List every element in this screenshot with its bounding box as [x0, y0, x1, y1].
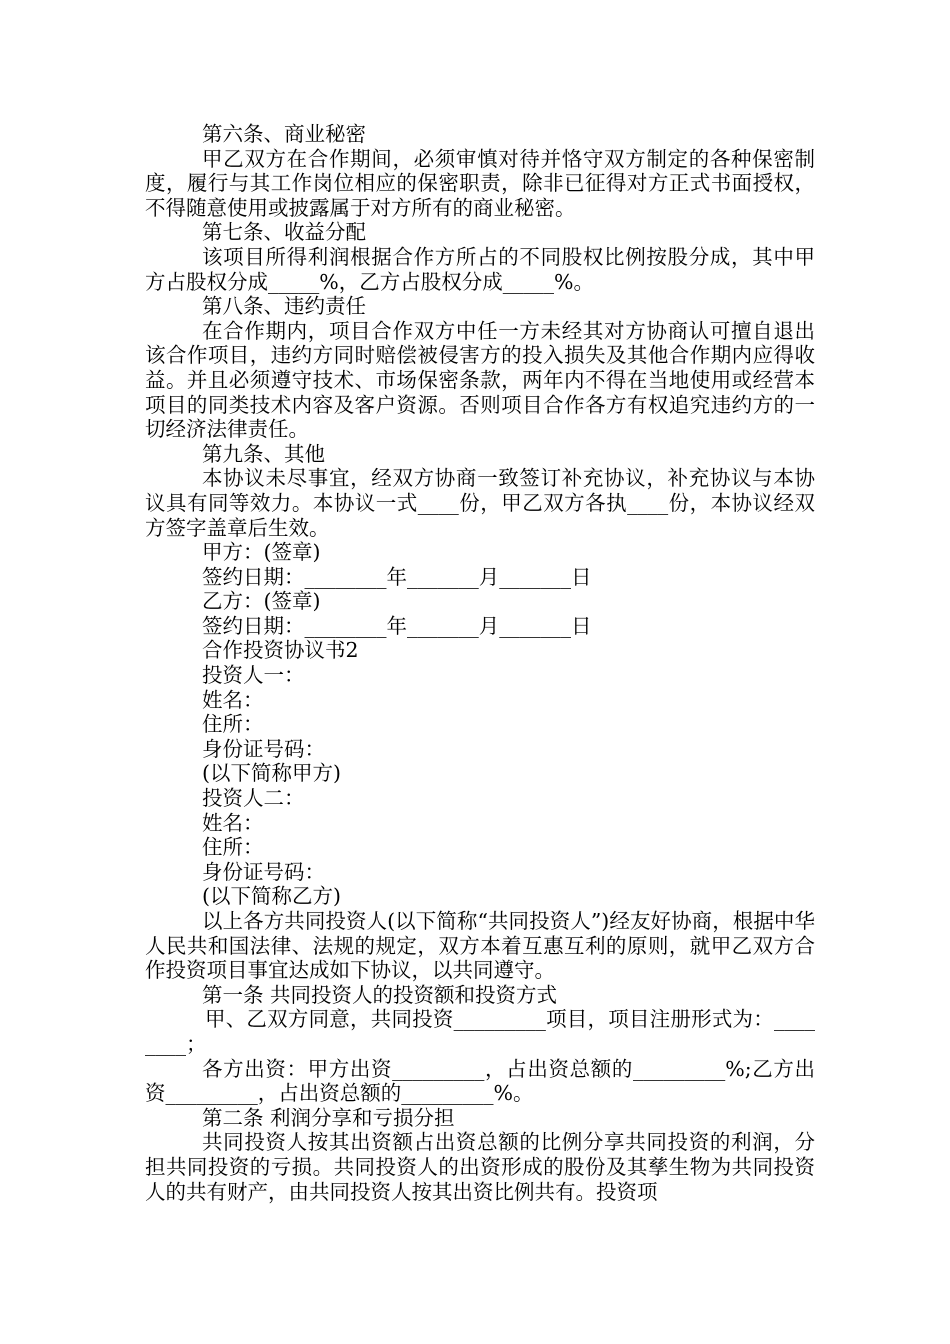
investor-1-alias: (以下简称甲方) — [202, 761, 341, 786]
party-b-signature: 乙方：(签章) — [202, 589, 321, 614]
document-page — [145, 122, 815, 1204]
investor-2-id-number: 身份证号码： — [202, 859, 325, 884]
investor-1-id-number: 身份证号码： — [202, 736, 325, 761]
article-9-body: 本协议未尽事宜，经双方协商一致签订补充协议，补充协议与本协议具有同等效力。本协议一式____份，甲乙双方各执____份，本协议经双方签字盖章后生效。 — [145, 466, 815, 540]
article-9-heading: 第九条、其他 — [202, 441, 325, 466]
agreement-2-title: 合作投资协议书2 — [202, 638, 359, 663]
investor-2-name: 姓名： — [202, 810, 264, 835]
clause-1-contributions: 各方出资：甲方出资_________，占出资总额的_________%;乙方出资_________，占出资总额的_________%。 — [145, 1056, 815, 1106]
preamble-paragraph: 以上各方共同投资人(以下简称“共同投资人”)经友好协商，根据中华人民共和国法律、法规的规定，双方本着互惠互利的原则，就甲乙双方合作投资项目事宜达成如下协议，以共同遵守。 — [145, 909, 815, 983]
investor-1-name: 姓名： — [202, 687, 264, 712]
investor-1-label: 投资人一： — [202, 663, 305, 688]
article-7-body: 该项目所得利润根据合作方所占的不同股权比例按股分成，其中甲方占股权分成_____%，乙方占股权分成_____%。 — [145, 244, 815, 294]
article-6-heading: 第六条、商业秘密 — [202, 122, 366, 146]
investor-2-address: 住所： — [202, 835, 264, 860]
article-8-heading: 第八条、违约责任 — [202, 294, 366, 319]
clause-2-body: 共同投资人按其出资额占出资总额的比例分享共同投资的利润，分担共同投资的亏损。共同投资人的出资形成的股份及其孳生物为共同投资人的共有财产，由共同投资人按其出资比例共有。投资项 — [145, 1130, 815, 1204]
investor-2-label: 投资人二： — [202, 786, 305, 811]
investor-1-address: 住所： — [202, 712, 264, 737]
clause-1-body: 甲、乙双方同意，共同投资_________项目，项目注册形式为：________； — [145, 1007, 815, 1056]
clause-2-heading: 第二条 利润分享和亏损分担 — [202, 1105, 455, 1130]
article-6-body: 甲乙双方在合作期间，必须审慎对待并恪守双方制定的各种保密制度，履行与其工作岗位相应的保密职责，除非已征得对方正式书面授权，不得随意使用或披露属于对方所有的商业秘密。 — [145, 146, 815, 220]
investor-2-alias: (以下简称乙方) — [202, 884, 341, 909]
article-7-heading: 第七条、收益分配 — [202, 220, 366, 245]
clause-1-heading: 第一条 共同投资人的投资额和投资方式 — [202, 982, 558, 1007]
party-a-signature: 甲方：(签章) — [202, 540, 321, 565]
party-b-sign-date: 签约日期：________年_______月_______日 — [202, 613, 592, 638]
article-8-body: 在合作期内，项目合作双方中任一方未经其对方协商认可擅自退出该合作项目，违约方同时赔偿被侵害方的投入损失及其他合作期内应得收益。并且必须遵守技术、市场保密条款，两年内不得在当地使用或经营本项目的同类技术内容及客户资源。否则项目合作各方有权追究违约方的一切经济法律责任。 — [145, 318, 815, 442]
party-a-sign-date: 签约日期：________年_______月_______日 — [202, 564, 592, 589]
